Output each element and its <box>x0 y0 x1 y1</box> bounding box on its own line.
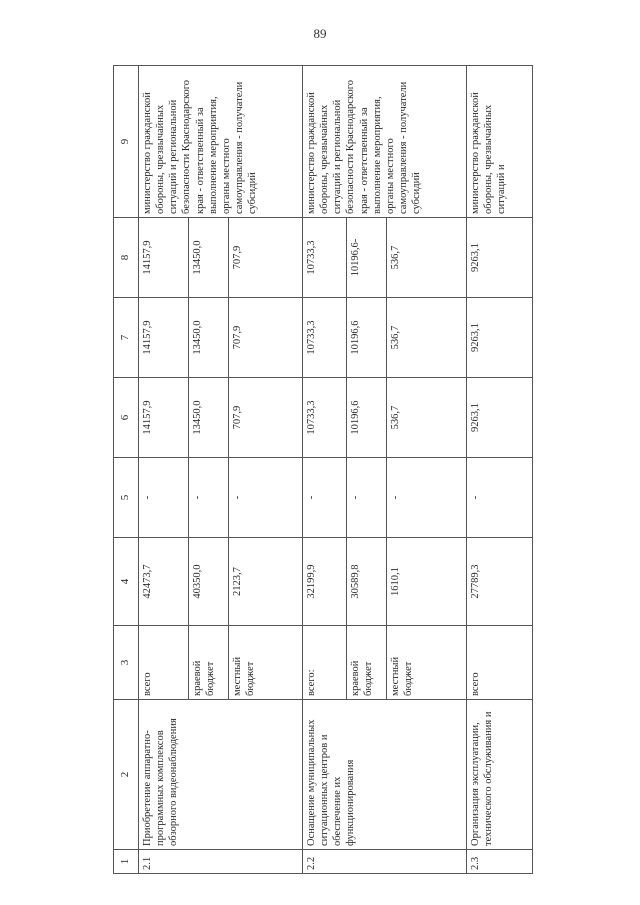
column-header: 2 <box>114 700 139 850</box>
total-value: 1610,1 <box>387 538 467 626</box>
year-value: - <box>347 458 387 538</box>
year-value: 10196,6 <box>347 298 387 378</box>
year-value: 14157,9 <box>139 378 189 458</box>
responsible-party: министерство гражданской обороны, чрезвычайных ситуаций и региональной безопасности Краснодарского края - ответственный за выполнение мероприятия, органы местного самоуправления - получатели субсидий <box>139 66 303 218</box>
column-header: 8 <box>114 218 139 298</box>
responsible-party: министерство гражданской обороны, чрезвычайных ситуаций и региональной безопасности Краснодарского края - ответственный за выполнение мероприятия, органы местного самоуправления - получатели субсидий <box>303 66 467 218</box>
year-value: 707,9 <box>229 218 303 298</box>
funding-source: местный бюджет <box>229 626 303 700</box>
total-value: 42473,7 <box>139 538 189 626</box>
activity-name: Приобретение аппаратно-программных комплексов обзорного видеонаблюдения <box>139 700 303 850</box>
funding-source: краевой бюджет <box>347 626 387 700</box>
year-value: - <box>139 458 189 538</box>
year-value: 9263,1 <box>467 218 533 298</box>
column-header: 1 <box>114 850 139 874</box>
total-value: 30589,8 <box>347 538 387 626</box>
total-value: 32199,9 <box>303 538 347 626</box>
funding-source: всего <box>139 626 189 700</box>
rotated-table-container <box>113 66 527 874</box>
responsible-party: министерство гражданской обороны, чрезвычайных ситуаций и <box>467 66 533 218</box>
year-value: 13450,0 <box>189 298 229 378</box>
year-value: - <box>229 458 303 538</box>
column-number-row <box>114 66 139 874</box>
column-header: 5 <box>114 458 139 538</box>
row-number: 2.1 <box>139 850 303 874</box>
year-value: 9263,1 <box>467 378 533 458</box>
table-row <box>303 66 347 874</box>
activity-name: Организация эксплуатации, технического обслуживания и <box>467 700 533 850</box>
year-value: 10196,6 <box>347 378 387 458</box>
year-value: 536,7 <box>387 218 467 298</box>
table-row <box>467 66 533 874</box>
activity-name: Оснащение муниципальных ситуационных центров и обеспечение их функционирования <box>303 700 467 850</box>
year-value: 14157,9 <box>139 298 189 378</box>
column-header: 9 <box>114 66 139 218</box>
year-value: - <box>303 458 347 538</box>
year-value: - <box>189 458 229 538</box>
funding-source: всего <box>467 626 533 700</box>
funding-source: краевой бюджет <box>189 626 229 700</box>
year-value: 536,7 <box>387 378 467 458</box>
year-value: - <box>387 458 467 538</box>
column-header: 6 <box>114 378 139 458</box>
year-value: 10733,3 <box>303 378 347 458</box>
column-header: 3 <box>114 626 139 700</box>
year-value: 707,9 <box>229 298 303 378</box>
total-value: 40350,0 <box>189 538 229 626</box>
year-value: 14157,9 <box>139 218 189 298</box>
year-value: 10733,3 <box>303 298 347 378</box>
year-value: 9263,1 <box>467 298 533 378</box>
year-value: 13450,0 <box>189 218 229 298</box>
year-value: 10196,6- <box>347 218 387 298</box>
funding-source: всего: <box>303 626 347 700</box>
budget-table <box>113 65 533 874</box>
year-value: 707,9 <box>229 378 303 458</box>
funding-source: местный бюджет <box>387 626 467 700</box>
total-value: 2123,7 <box>229 538 303 626</box>
table-row <box>139 66 189 874</box>
page-number: 89 <box>313 26 327 41</box>
total-value: 27789,3 <box>467 538 533 626</box>
column-header: 4 <box>114 538 139 626</box>
column-header: 7 <box>114 298 139 378</box>
row-number: 2.3 <box>467 850 533 874</box>
year-value: 10733,3 <box>303 218 347 298</box>
row-number: 2.2 <box>303 850 467 874</box>
year-value: 13450,0 <box>189 378 229 458</box>
year-value: 536,7 <box>387 298 467 378</box>
year-value: - <box>467 458 533 538</box>
